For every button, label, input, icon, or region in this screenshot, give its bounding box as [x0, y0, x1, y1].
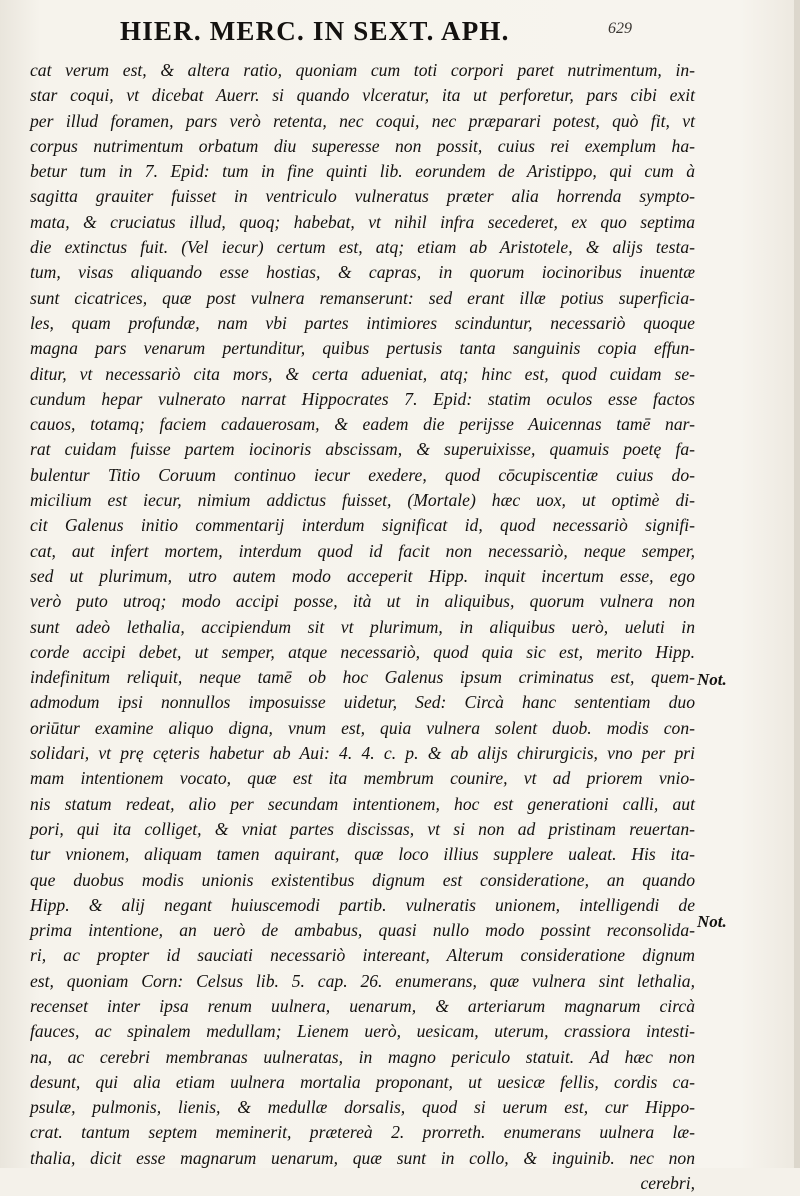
text-line: per illud foramen, pars verò retenta, nec coqui, nec præparari potest, quò fit, vt — [30, 110, 695, 131]
text-line: bulentur Titio Coruum continuo iecur exedere, quod cōcupiscentiæ cuius do- — [30, 464, 695, 485]
text-line: sunt adeò lethalia, accipiendum sit vt plurimum, in aliquibus uerò, ueluti in — [30, 616, 695, 637]
text-line: cat, aut infert mortem, interdum quod id facit non necessariò, neque semper, — [30, 540, 695, 561]
text-line: corde accipi debet, ut semper, atque necessariò, quod quia sic est, merito Hipp. — [30, 641, 695, 662]
page-edge — [794, 0, 800, 1168]
text-line: admodum ipsi nonnullos imposuisse uidetur, Sed: Circà hanc sententiam duo — [30, 692, 695, 713]
text-line: tum, visas aliquando esse hostias, & capras, in quorum iocinoribus inuentæ — [30, 262, 695, 283]
text-line: cit Galenus initio commentarij interdum significat id, quod necessariò signifi- — [30, 515, 695, 536]
text-line: fauces, ac spinalem medullam; Lienem uerò, uesicam, uterum, crassiora intesti- — [30, 1021, 695, 1042]
page-title: HIER. MERC. IN SEXT. APH. — [120, 16, 510, 46]
body-text — [30, 58, 695, 1196]
text-line: solidari, vt prę cęteris habetur ab Aui: 4. 4. c. p. & ab alijs chirurgicis, vno per pri — [30, 743, 695, 764]
text-line: micilium est iecur, nimium addictus fuisset, (Mortale) hæc uox, ut optimè di- — [30, 490, 695, 511]
margin-note-not-2: Not. — [697, 912, 727, 931]
text-line: die extinctus fuit. (Vel iecur) certum est, atq; etiam ab Aristotele, & alijs testa- — [30, 237, 695, 258]
text-line: betur tum in 7. Epid: tum in fine quinti lib. eorundem de Aristippo, qui cum à — [30, 161, 695, 182]
text-line: verò puto utroq; modo accipi posse, ità ut in aliquibus, quorum vulnera non — [30, 591, 695, 612]
text-line: mam intentionem vocato, quæ est ita membrum counire, vt ad priorem vnio- — [30, 768, 695, 789]
text-line: que duobus modis unionis existentibus dignum est consideratione, an quando — [30, 869, 695, 890]
text-line: star coqui, vt dicebat Auerr. si quando vlceratur, ita ut perforetur, pars cibi exit — [30, 85, 695, 106]
margin-note-not-1: Not. — [697, 670, 727, 689]
text-line: cundum hepar vulnerato narrat Hippocrates 7. Epid: statim oculos esse factos — [30, 388, 695, 409]
text-line: tur vnionem, aliquam tamen aquirant, quæ loco illius supplere ualeat. His ita- — [30, 844, 695, 865]
text-line: Hipp. & alij negant huiuscemodi partib. vulneratis unionem, intelligendi de — [30, 894, 695, 915]
text-line: corpus nutrimentum orbatum diu superesse non possit, cuius rei exemplum ha- — [30, 135, 695, 156]
text-line: cerebri, — [640, 1173, 695, 1194]
text-line: sagitta grauiter fuisset in ventriculo vulneratus præter alia horrenda sympto- — [30, 186, 695, 207]
text-line: sunt cicatrices, quæ post vulnera remanserunt: sed erant illæ potius superficia- — [30, 287, 695, 308]
text-line: psulæ, pulmonis, lienis, & medullæ dorsalis, quod si uerum est, cur Hippo- — [30, 1097, 695, 1118]
text-line: ri, ac propter id sauciati necessariò intereant, Alterum consideratione dignum — [30, 945, 695, 966]
text-line: recenset inter ipsa renum uulnera, uenarum, & arteriarum magnarum circà — [30, 995, 695, 1016]
text-line: mata, & cruciatus illud, quoq; habebat, vt nihil infra secederet, ex quo septima — [30, 211, 695, 232]
text-line: les, quam profundæ, nam vbi partes intimiores scinduntur, necessariò quoque — [30, 312, 695, 333]
text-line: prima intentione, an uerò de ambabus, quasi nullo modo possint reconsolida- — [30, 920, 695, 941]
text-line: magna pars venarum pertunditur, quibus pertusis tanta sanguinis copia effun- — [30, 338, 695, 359]
text-line: oriūtur examine aliquo digna, vnum est, quia vulnera solent duob. modis con- — [30, 717, 695, 738]
text-line: sed ut plurimum, utro autem modo acceperit Hipp. inquit incertum esse, ego — [30, 565, 695, 586]
page-number: 629 — [608, 20, 632, 37]
text-line: indefinitum reliquit, neque tamē ob hoc Galenus ipsum criminatus est, quem- — [30, 667, 695, 688]
text-line: est, quoniam Corn: Celsus lib. 5. cap. 26. enumerans, quæ vulnera sint lethalia, — [30, 970, 695, 991]
text-line: rat cuidam fuisse partem iocinoris abscissam, & superuixisse, quamuis poetę fa- — [30, 439, 695, 460]
text-line: pori, qui ita colliget, & vniat partes discissas, vt si non ad pristinam reuertan- — [30, 818, 695, 839]
text-line: crat. tantum septem meminerit, prætereà 2. prorreth. enumerans uulnera læ- — [30, 1122, 695, 1143]
text-line: nis statum redeat, alio per secundam intentionem, hoc est generationi calli, aut — [30, 793, 695, 814]
text-line: cauos, totamq; faciem cadauerosam, & eadem die perijsse Auicennas tamē nar- — [30, 414, 695, 435]
text-line: cat verum est, & altera ratio, quoniam cum toti corpori paret nutrimentum, in- — [30, 60, 695, 80]
text-line: desunt, qui alia etiam uulnera mortalia proponant, ut uesicæ fellis, cordis ca- — [30, 1071, 695, 1092]
text-line: thalia, dicit esse magnarum uenarum, quæ sunt in collo, & inguinib. nec non — [30, 1147, 695, 1168]
text-line: ditur, vt necessariò cita mors, & certa adueniat, atq; hinc est, quod cuidam se- — [30, 363, 695, 384]
text-line: na, ac cerebri membranas uulneratas, in magno periculo statuit. Ad hæc non — [30, 1046, 695, 1067]
running-head — [0, 10, 800, 50]
